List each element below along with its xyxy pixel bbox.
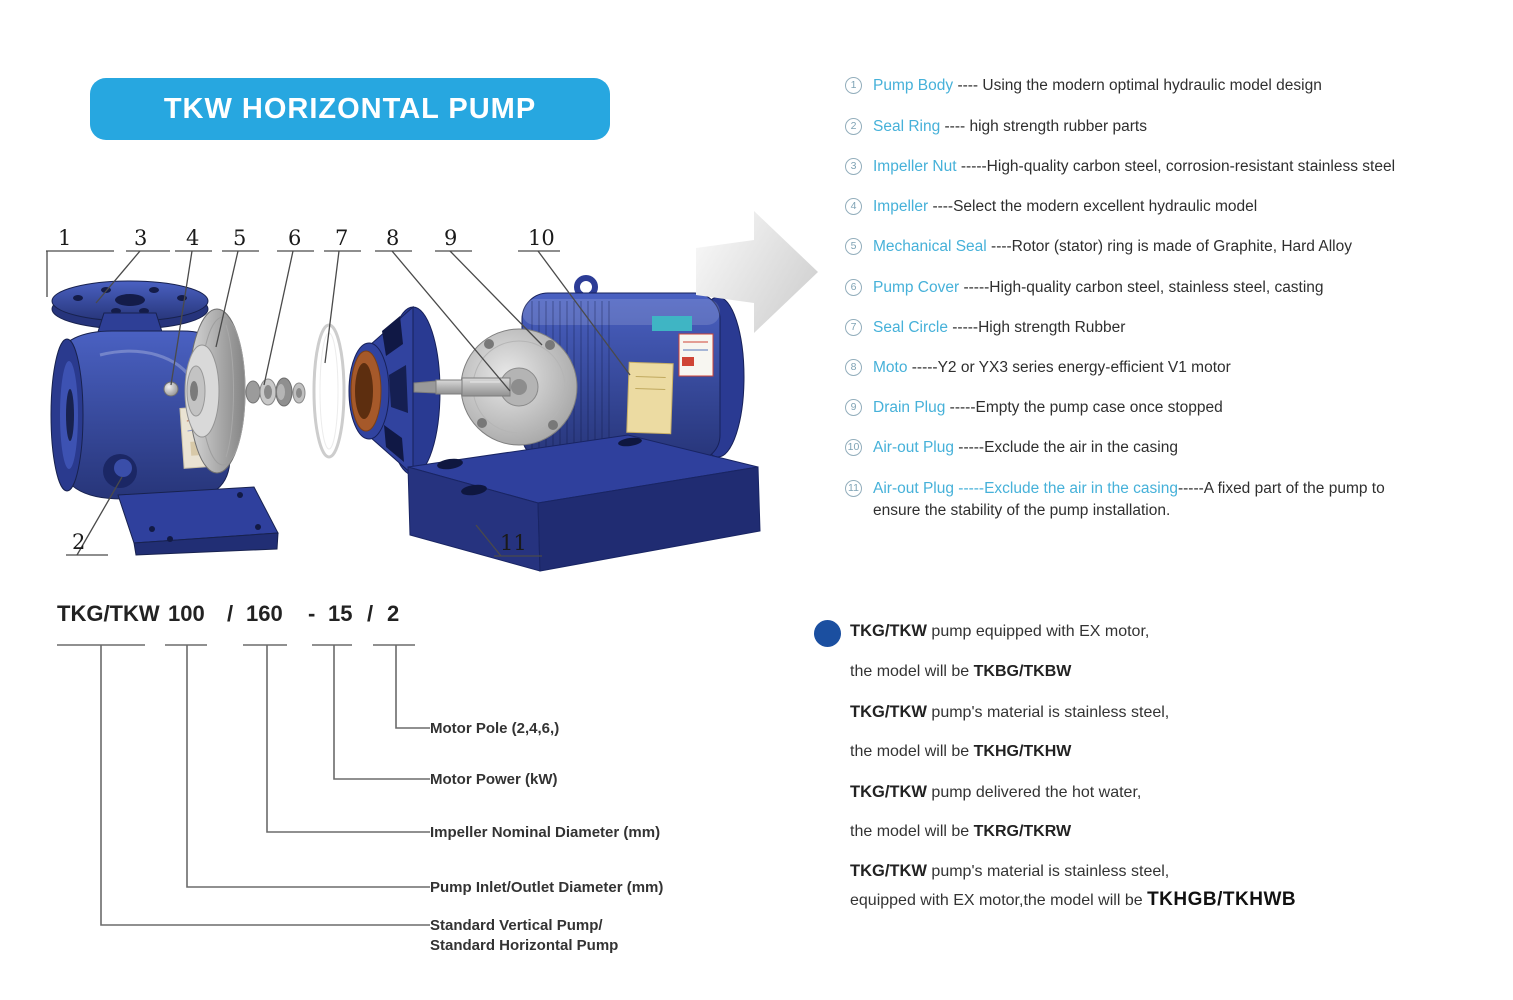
parts-list-item bbox=[843, 236, 1509, 258]
callout-1: 1 bbox=[58, 226, 72, 250]
bullet-dot bbox=[814, 620, 841, 647]
part-description: -----Y2 or YX3 series energy-efficient V1 motor bbox=[907, 359, 1231, 376]
part-name: Mechanical Seal bbox=[873, 238, 987, 255]
part-number-badge: 4 bbox=[845, 198, 862, 215]
variant-line: the model will be TKBG/TKBW bbox=[850, 663, 1072, 680]
model-code-slash: / bbox=[367, 601, 374, 626]
model-code-power: 15 bbox=[328, 601, 353, 626]
parts-list-item bbox=[843, 437, 1509, 459]
variant-line: TKG/TKW pump's material is stainless steel, bbox=[850, 703, 1170, 721]
parts-list-item bbox=[843, 116, 1509, 138]
part-description: -----High-quality carbon steel, stainless steel, casting bbox=[959, 279, 1324, 296]
part-description: -----A fixed part of the pump to bbox=[1177, 480, 1385, 497]
part-name: Pump Cover bbox=[873, 279, 960, 296]
parts-list-item bbox=[843, 196, 1509, 218]
seal-circle-illustration bbox=[314, 325, 344, 457]
part-name: Moto bbox=[873, 359, 908, 376]
part-number-badge: 9 bbox=[845, 399, 862, 416]
part-name: Seal Circle bbox=[873, 319, 948, 336]
model-code-series: TKG/TKW bbox=[57, 601, 160, 626]
part-number-badge: 10 bbox=[845, 439, 862, 456]
part-name: Seal Ring bbox=[873, 118, 941, 135]
callout-7: 7 bbox=[335, 226, 349, 250]
part-description: -----High-quality carbon steel, corrosion-resistant stainless steel bbox=[956, 158, 1396, 175]
part-number-badge: 3 bbox=[845, 158, 862, 175]
right-arrow-icon bbox=[688, 198, 828, 348]
part-number-badge: 1 bbox=[845, 77, 862, 94]
part-number-badge: 11 bbox=[845, 480, 862, 497]
pump-exploded-diagram bbox=[30, 195, 770, 585]
variant-line: equipped with EX motor,the model will be TKHGB/TKHWB bbox=[850, 889, 1297, 910]
callout-3: 3 bbox=[134, 226, 148, 250]
part-name: Air-out Plug bbox=[873, 439, 954, 456]
part-number-badge: 5 bbox=[845, 238, 862, 255]
callout-8: 8 bbox=[386, 226, 400, 250]
model-code-inlet: 100 bbox=[168, 601, 205, 626]
part-description: -----Empty the pump case once stopped bbox=[945, 399, 1223, 416]
parts-list-item bbox=[843, 317, 1509, 339]
part-description: ----Rotor (stator) ring is made of Graphite, Hard Alloy bbox=[986, 238, 1352, 255]
variant-line: TKG/TKW pump delivered the hot water, bbox=[850, 783, 1142, 801]
part-name: Impeller Nut bbox=[873, 158, 957, 175]
base-illustration bbox=[408, 435, 760, 571]
part-number-badge: 6 bbox=[845, 279, 862, 296]
label-impeller-diameter: Impeller Nominal Diameter (mm) bbox=[430, 824, 661, 841]
variant-line: the model will be TKHG/TKHW bbox=[850, 743, 1072, 760]
part-name: Impeller bbox=[873, 198, 929, 215]
part-name: Air-out Plug bbox=[873, 480, 954, 497]
label-motor-pole: Motor Pole (2,4,6,) bbox=[430, 720, 560, 737]
callout-11: 11 bbox=[500, 531, 527, 555]
part-number-badge: 8 bbox=[845, 359, 862, 376]
callout-4: 4 bbox=[186, 226, 200, 250]
callout-2: 2 bbox=[72, 530, 86, 554]
parts-list-item bbox=[843, 156, 1509, 178]
mechanical-seal-illustration bbox=[246, 378, 305, 406]
motor-sticker-teal bbox=[652, 316, 692, 331]
motor-nameplate bbox=[627, 362, 673, 433]
parts-list-item bbox=[843, 277, 1509, 299]
model-code-pole: 2 bbox=[387, 601, 400, 626]
title-banner bbox=[90, 78, 610, 140]
parts-list-item bbox=[843, 357, 1509, 379]
model-code-dash: - bbox=[308, 601, 316, 626]
part-description-line2: ensure the stability of the pump installation. bbox=[873, 502, 1171, 519]
part-number-badge: 2 bbox=[845, 118, 862, 135]
parts-list-item bbox=[843, 397, 1509, 419]
part-description: -----High strength Rubber bbox=[947, 319, 1126, 336]
label-inlet-diameter: Pump Inlet/Outlet Diameter (mm) bbox=[430, 879, 664, 896]
label-motor-power: Motor Power (kW) bbox=[430, 771, 558, 788]
part-description-blue: -----Exclude the air in the casing bbox=[953, 480, 1178, 497]
part-description: ----Select the modern excellent hydraulic model bbox=[928, 198, 1258, 215]
model-code-slash: / bbox=[227, 601, 234, 626]
variant-line: TKG/TKW pump equipped with EX motor, bbox=[850, 622, 1150, 640]
part-description: ---- high strength rubber parts bbox=[940, 118, 1147, 135]
page-title: TKW HORIZONTAL PUMP bbox=[163, 92, 537, 125]
part-name: Drain Plug bbox=[873, 399, 946, 416]
callout-6: 6 bbox=[288, 226, 302, 250]
variant-line: TKG/TKW pump's material is stainless steel, bbox=[850, 862, 1170, 880]
part-description: ---- Using the modern optimal hydraulic model design bbox=[953, 77, 1322, 94]
part-name: Pump Body bbox=[873, 77, 954, 94]
parts-list-item bbox=[843, 75, 1509, 97]
model-code-impeller: 160 bbox=[246, 601, 283, 626]
part-description: -----Exclude the air in the casing bbox=[953, 439, 1178, 456]
variant-line: the model will be TKRG/TKRW bbox=[850, 823, 1072, 840]
callout-10: 10 bbox=[528, 226, 555, 250]
label-pump-type: Standard Vertical Pump/ Standard Horizontal Pump bbox=[430, 917, 619, 954]
callout-9: 9 bbox=[444, 226, 458, 250]
callout-5: 5 bbox=[233, 226, 247, 250]
part-number-badge: 7 bbox=[845, 319, 862, 336]
model-code-tree bbox=[40, 635, 740, 980]
parts-list-item bbox=[843, 478, 1509, 522]
